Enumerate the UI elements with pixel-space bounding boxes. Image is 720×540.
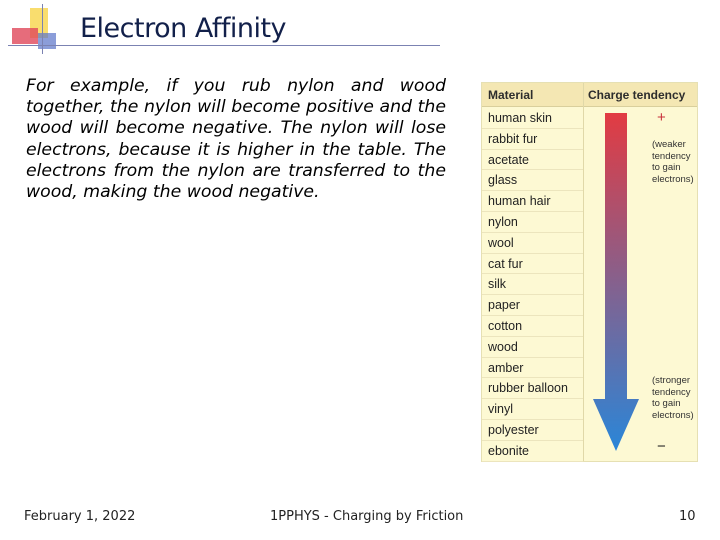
- table-row: rubber balloon: [482, 378, 583, 399]
- table-row: nylon: [482, 212, 583, 233]
- triboelectric-table: [481, 82, 698, 462]
- weaker-tendency-note: (weaker tendency to gain electrons): [652, 139, 694, 185]
- decor-square-red: [12, 28, 38, 44]
- material-list: [482, 108, 583, 462]
- footer-title: 1PPHYS - Charging by Friction: [270, 509, 464, 524]
- table-row: wood: [482, 337, 583, 358]
- table-header: [482, 83, 697, 107]
- table-row: ebonite: [482, 441, 583, 462]
- table-row: human skin: [482, 108, 583, 129]
- page-number: 10: [679, 509, 696, 524]
- table-row: human hair: [482, 191, 583, 212]
- header-material: Material: [488, 88, 534, 102]
- table-row: silk: [482, 274, 583, 295]
- header-charge-tendency: Charge tendency: [588, 88, 686, 102]
- table-row: rabbit fur: [482, 129, 583, 150]
- slide-body-text: For example, if you rub nylon and wood together, the nylon will become positive and the wood will become negative. The nylon will lose electrons, because it is higher in the table. The electrons from the nylon are transferred to the wood, making the wood negative.: [26, 76, 446, 203]
- table-row: cat fur: [482, 254, 583, 275]
- footer-date: February 1, 2022: [24, 509, 136, 524]
- decor-square-blue: [38, 33, 56, 49]
- positive-sign: +: [657, 109, 666, 126]
- stronger-tendency-note: (stronger tendency to gain electrons): [652, 375, 694, 421]
- column-separator: [583, 83, 584, 461]
- slide-title: Electron Affinity: [80, 13, 287, 44]
- table-row: amber: [482, 358, 583, 379]
- table-row: vinyl: [482, 399, 583, 420]
- table-row: acetate: [482, 150, 583, 171]
- title-underline: [8, 45, 440, 46]
- decor-vertical-line: [42, 4, 43, 54]
- table-row: cotton: [482, 316, 583, 337]
- table-row: glass: [482, 170, 583, 191]
- table-row: wool: [482, 233, 583, 254]
- negative-sign: −: [657, 438, 666, 455]
- table-row: polyester: [482, 420, 583, 441]
- table-row: paper: [482, 295, 583, 316]
- charge-gradient-arrow-icon: [592, 113, 640, 453]
